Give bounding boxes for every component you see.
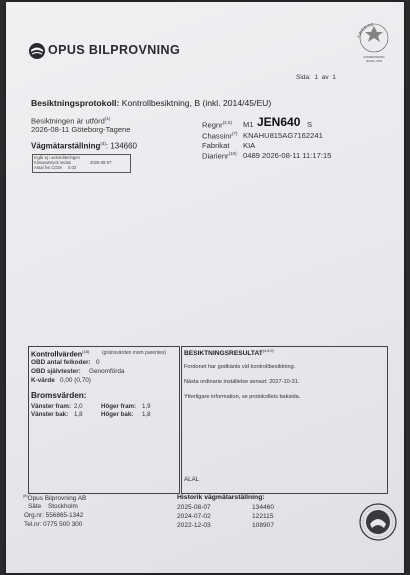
brake-hf-label: Höger fram: [101,403,137,410]
opus-logo-icon [28,42,46,60]
footer-company: $^{(8)}$Opus Bilprovning AB [23,494,87,503]
history-row-date: 2022-12-03 [177,522,211,529]
info-line3-value: 0.03 [68,165,77,170]
history-row-date: 2024-07-02 [177,513,211,520]
result-line2: Nästa ordinarie inställelse senast: 2027-10-31. [184,379,300,385]
info-line2-label: Klimatutvtyck sedan [34,160,72,165]
regnr-label: Regnr$^{(2,5)}$ [202,120,232,130]
result-title: BESIKTNINGSRESULTAT$^{(4,6,9)}$ [184,349,274,358]
chassi-value: KNAHU815AG7162241 [243,131,323,140]
result-signature: ALAL [184,476,200,483]
odometer: Vägmätarställning$^{(4)}$: 134660 [31,141,138,151]
brake-vf-label: Vänster fram: [31,403,71,410]
kvalue-label: K-värde [31,377,55,384]
brakes-title: Bromsvärden: [31,391,87,400]
result-line3: Ytterligare information, se protokollets baksida. [184,394,301,400]
history-row-value: 108907 [252,522,275,529]
footer-org: Org.nr: 556865-1342 [24,512,84,519]
seal-text: SWEDAC [356,21,375,39]
kvalue-value: 0,00 (0,70) [60,377,91,384]
diarienr-label: Diarienr$^{(10)}$ [202,151,237,161]
diarienr-value: 0489 2026-08-11 11:17:15 [243,151,332,160]
result-line1: Fordonet har godkänts vid kontrollbesiktning. [184,364,296,370]
fabrikat-label: Fabrikat [202,141,230,150]
footer-seat-label: Säte [28,503,42,510]
fabrikat-value: KIA [243,141,256,150]
brake-hb-value: 1,8 [142,411,151,418]
brake-hf-value: 1,9 [142,403,151,410]
performed-label: Besiktningen är utförd$^{(1)}$ [31,116,111,126]
history-row-value: 134460 [252,504,275,511]
control-subtitle: (gränsvärden inom parentes) [102,350,167,356]
info-line2-value: 2025-08-07 [90,160,112,165]
info-line1: Ingår ej i ackrediteringen [34,155,80,160]
chassi-label: Chassinr$^{(7)}$ [202,131,238,141]
brand-name: OPUS BILPROVNING [48,43,181,57]
brake-vb-label: Vänster bak: [31,411,69,418]
obd-self-label: OBD självtester: [31,368,81,375]
footer-phone: Tel.nr: 0775 500 300 [24,521,83,528]
history-row-date: 2025-08-07 [177,504,211,511]
info-line3-label: Antal fvs CO2e [34,165,63,170]
brake-vf-value: 2,0 [74,403,83,410]
obd-faults-value: 0 [96,359,100,366]
swedac-seal-icon [354,18,394,66]
regnr-prefix: M1 [243,120,254,129]
obd-self-value: Genomförda [89,368,125,375]
history-title: Historik vägmätarställning: [177,494,265,501]
certification-stamp-icon [358,502,398,542]
brake-vb-value: 1,8 [74,411,83,418]
obd-faults-label: OBD antal felkoder: [31,359,91,366]
footer-seat-value: Stockholm [48,503,78,510]
page-number: Sida: 1 av 1 [296,74,336,81]
protocol-page [6,2,404,573]
brake-hb-label: Höger bak: [101,411,134,418]
protocol-title: Besiktningsprotokoll: Kontrollbesiktning, B (inkl. 2014/45/EU) [31,98,272,108]
regnr-value: JEN640 [257,115,301,129]
seal-small-text: ISO/IEC 17020 [365,60,383,63]
control-title: Kontrollvärden$^{(18)}$ [31,349,90,359]
history-row-value: 122115 [252,513,274,520]
regnr-suffix: S [307,120,313,129]
performed-value: 2026-08-11 Göteborg-Tagene [31,125,131,134]
seal-ring-text: ACKREDITERING [363,56,385,59]
